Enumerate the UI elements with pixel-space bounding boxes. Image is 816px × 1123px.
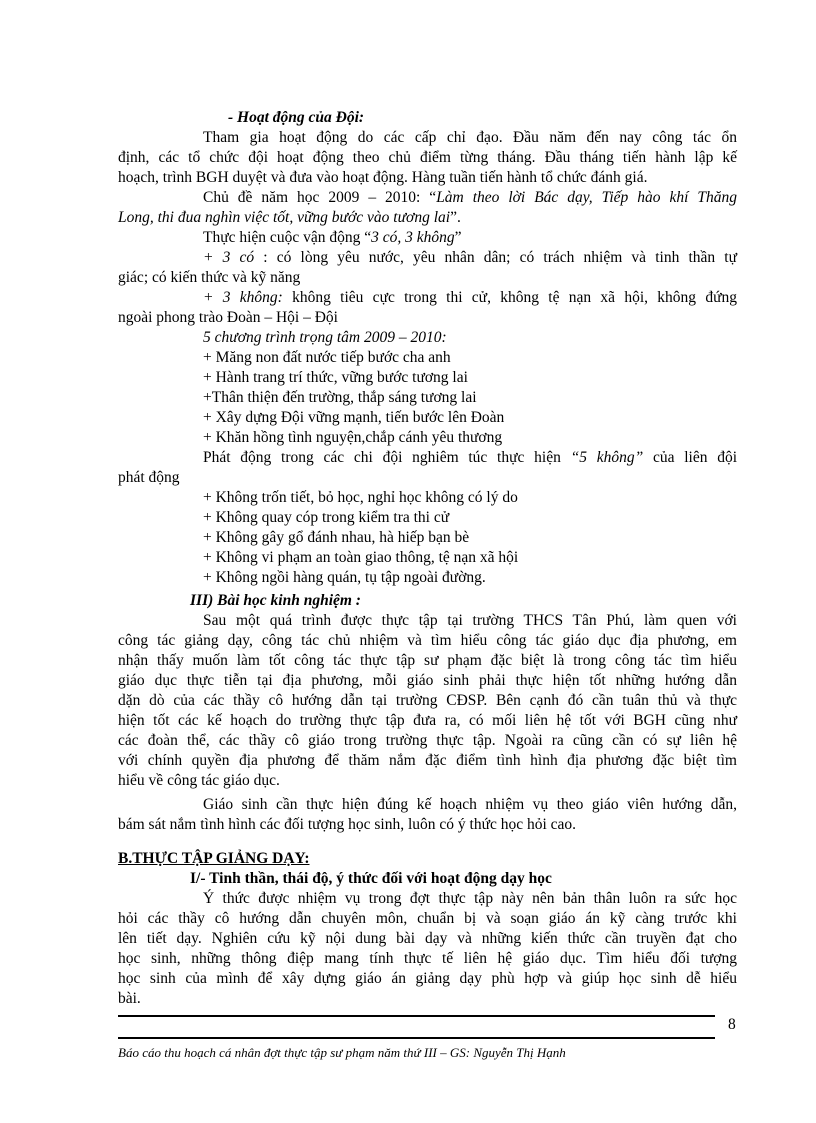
bai-hoc-line: bám sát nắm tình hình các đối tượng học sinh, luôn có ý thức học hỏi cao. xyxy=(118,816,577,833)
chuong-trinh-title: 5 chương trình trọng tâm 2009 – 2010: xyxy=(203,329,447,346)
nam-khong-item: + Không ngồi hàng quán, tụ tập ngoài đường. xyxy=(203,569,486,586)
giang-day-line: học sinh của mình để xây dựng giáo án giảng dạy phù hợp và giúp học sinh dễ hiểu xyxy=(118,970,737,987)
giang-day-line: bài. xyxy=(118,990,141,1007)
bai-hoc-line: công tác giảng dạy, công tác chủ nhiệm và tìm hiểu công tác giáo dục địa phương, em xyxy=(118,632,737,649)
giang-day-line: lên tiết dạy. Nghiên cứu kỹ nội dung bài dạy và những kiến thức cần truyền đạt cho xyxy=(118,930,737,947)
giang-day-line: học sinh, những thông điệp mang tính thực tế liên hệ giáo dục. Tìm hiểu đối tượng xyxy=(118,950,737,967)
ba-co-line: + 3 có : có lòng yêu nước, yêu nhân dân; có trách nhiệm và tinh thần tự xyxy=(203,249,738,266)
nam-khong-item: + Không gây gổ đánh nhau, hà hiếp bạn bè xyxy=(203,529,470,546)
bai-hoc-line: với chính quyền địa phương để thăm nắm đặc điểm tình hình địa phương đặc biệt tìm xyxy=(118,752,737,769)
ba-co-line: giác; có kiến thức và kỹ năng xyxy=(118,269,301,286)
doi-para-line: định, các tổ chức đội hoạt động theo chủ điểm từng tháng. Đầu tháng tiến hành lập kế xyxy=(118,149,737,166)
bai-hoc-line: hiểu về công tác giáo dục. xyxy=(118,772,280,789)
nam-khong-item: + Không vi phạm an toàn giao thông, tệ nạn xã hội xyxy=(203,549,519,566)
chuong-trinh-item: + Khăn hồng tình nguyện,chắp cánh yêu thương xyxy=(203,429,503,446)
chuong-trinh-item: + Xây dựng Đội vững mạnh, tiến bước lên Đoàn xyxy=(203,409,505,426)
doi-heading: - Hoạt động của Đội: xyxy=(228,109,365,126)
bai-hoc-line: giáo dục thực tiễn tại địa phương, mỗi giáo sinh phải thực hiện tốt những hướng dẫn xyxy=(118,672,737,689)
chu-de-line: Long, thi đua nghìn việc tốt, vững bước vào tương lai”. xyxy=(118,209,461,226)
bai-hoc-line: nhận thấy muốn làm tốt công tác thực tập sư phạm đặc biệt là trong công tác tìm hiểu xyxy=(118,652,737,669)
van-dong-line: Thực hiện cuộc vận động “3 có, 3 không” xyxy=(203,229,462,246)
bai-hoc-line: Sau một quá trình được thực tập tại trường THCS Tân Phú, làm quen với xyxy=(203,612,737,629)
giang-day-subheading: I/- Tinh thần, thái độ, ý thức đối với hoạt động dạy học xyxy=(190,870,552,887)
chuong-trinh-item: + Măng non đất nước tiếp bước cha anh xyxy=(203,349,451,366)
chuong-trinh-item: + Hành trang trí thức, vững bước tương lai xyxy=(203,369,468,386)
bai-hoc-line: hiện tốt các kế hoạch do trường thực tập đưa ra, có mối liên hệ tốt với BGH cũng như xyxy=(118,712,737,729)
bai-hoc-line: các đoàn thể, các thầy cô giáo trong trường thực tập. Ngoài ra cũng cần có sự liên hệ xyxy=(118,732,737,749)
chu-de-line: Chủ đề năm học 2009 – 2010: “Làm theo lời Bác dạy, Tiếp hào khí Thăng xyxy=(203,189,737,206)
doi-para-line: hoạch, trình BGH duyệt và đưa vào hoạt động. Hàng tuần tiến hành tổ chức đánh giá. xyxy=(118,169,648,186)
bai-hoc-line: Giáo sinh cần thực hiện đúng kế hoạch nhiệm vụ theo giáo viên hướng dẫn, xyxy=(203,796,737,813)
bai-hoc-heading: III) Bài học kinh nghiệm : xyxy=(190,592,361,609)
doi-para-line: Tham gia hoạt động do các cấp chỉ đạo. Đầu năm đến nay công tác ổn xyxy=(203,129,737,146)
ba-khong-line: + 3 không: không tiêu cực trong thi cử, không tệ nạn xã hội, không đứng xyxy=(203,289,737,306)
giang-day-line: Ý thức được nhiệm vụ trong đợt thực tập này nên bản thân luôn ra sức học xyxy=(203,890,737,907)
phat-dong-line: Phát động trong các chi đội nghiêm túc thực hiện “5 không” của liên đội xyxy=(203,449,738,466)
giang-day-heading: B.THỰC TẬP GIẢNG DẠY: xyxy=(118,850,310,867)
bai-hoc-line: dặn dò của các thầy cô hướng dẫn tại trường CĐSP. Bên cạnh đó cần tuân thủ và thực xyxy=(118,692,737,709)
footer-rule-bottom xyxy=(118,1037,715,1039)
ba-khong-line: ngoài phong trào Đoàn – Hội – Đội xyxy=(118,309,338,326)
nam-khong-item: + Không quay cóp trong kiểm tra thi cử xyxy=(203,509,450,526)
page-number: 8 xyxy=(728,1016,736,1033)
chuong-trinh-item: +Thân thiện đến trường, thắp sáng tương lai xyxy=(203,389,477,406)
phat-dong-line: phát động xyxy=(118,469,180,486)
nam-khong-item: + Không trốn tiết, bỏ học, nghỉ học không có lý do xyxy=(203,489,518,506)
footer-rule-top xyxy=(118,1015,715,1017)
footer-text: Báo cáo thu hoạch cá nhân đợt thực tập sư phạm năm thứ III – GS: Nguyễn Thị Hạnh xyxy=(118,1045,566,1060)
giang-day-line: hỏi các thầy cô hướng dẫn chuyên môn, chuẩn bị và soạn giáo án kỹ càng trước khi xyxy=(118,910,737,927)
